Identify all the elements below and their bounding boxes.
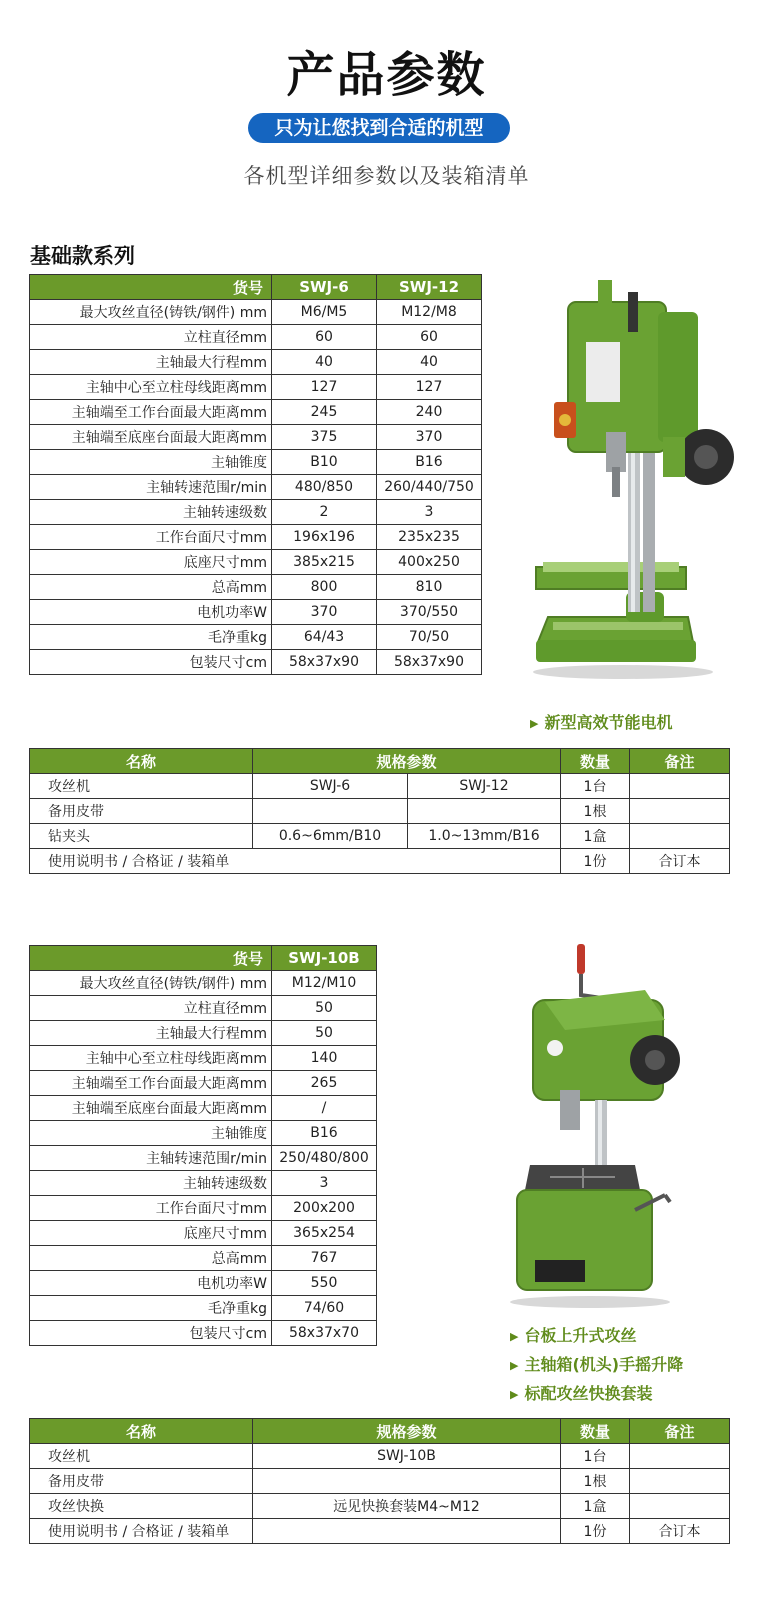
param-value-cell: 365x254 — [272, 1221, 377, 1246]
param-value-cell: 64/43 — [272, 625, 377, 650]
table-row — [30, 1296, 377, 1321]
packing-header-cell: 规格参数 — [253, 1419, 561, 1444]
param-value-cell: 70/50 — [377, 625, 482, 650]
table-row — [30, 1096, 377, 1121]
param-label-cell: 主轴转速范围r/min — [30, 475, 272, 500]
param-value-cell: 3 — [272, 1171, 377, 1196]
param-label-cell: 电机功率W — [30, 600, 272, 625]
param-value-cell: B16 — [272, 1121, 377, 1146]
feature-text: 台板上升式攻丝 — [524, 1326, 637, 1345]
tagline-badge: 只为让您找到合适的机型 — [248, 113, 510, 143]
remark-cell: 合订本 — [630, 849, 730, 874]
packing-table-10b — [29, 1418, 730, 1544]
param-label-cell: 主轴端至工作台面最大距离mm — [30, 400, 272, 425]
remark-cell: 合订本 — [630, 1519, 730, 1544]
feature-label: ▶ 台板上升式攻丝 — [510, 1326, 637, 1345]
table-row — [30, 350, 482, 375]
packing-header-cell: 数量 — [561, 749, 630, 774]
table-row — [30, 325, 482, 350]
param-value-cell: 40 — [377, 350, 482, 375]
param-label-cell: 包装尺寸cm — [30, 1321, 272, 1346]
spec-cell: 远见快换套装M4~M12 — [253, 1494, 561, 1519]
feature-label: ▶ 新型高效节能电机 — [530, 713, 673, 732]
param-label-cell: 底座尺寸mm — [30, 550, 272, 575]
model-header-cell: SWJ-12 — [377, 275, 482, 300]
table-row — [30, 1021, 377, 1046]
item-name-cell: 备用皮带 — [30, 799, 253, 824]
spec-cell: SWJ-12 — [408, 774, 561, 799]
param-label-cell: 主轴转速级数 — [30, 500, 272, 525]
item-name-cell: 攻丝快换 — [30, 1494, 253, 1519]
page-subtitle: 各机型详细参数以及装箱清单 — [243, 164, 530, 188]
spec-cell — [253, 1469, 561, 1494]
param-label-cell: 包装尺寸cm — [30, 650, 272, 675]
param-label-cell: 工作台面尺寸mm — [30, 1196, 272, 1221]
table-row — [30, 650, 482, 675]
param-label-cell: 立柱直径mm — [30, 325, 272, 350]
remark-cell — [630, 1469, 730, 1494]
table-row — [30, 550, 482, 575]
table-row — [30, 849, 730, 874]
spec-cell: SWJ-10B — [253, 1444, 561, 1469]
table-row — [30, 475, 482, 500]
param-label-cell: 主轴端至工作台面最大距离mm — [30, 1071, 272, 1096]
param-value-cell: 370 — [272, 600, 377, 625]
spec-table-header — [30, 275, 482, 300]
spec-table-basic — [29, 274, 482, 675]
param-label-cell: 最大攻丝直径(铸铁/钢件) mm — [30, 300, 272, 325]
param-value-cell: 60 — [272, 325, 377, 350]
packing-table-header — [30, 1419, 730, 1444]
packing-header-cell: 名称 — [30, 1419, 253, 1444]
spec-cell: 0.6~6mm/B10 — [253, 824, 408, 849]
param-value-cell: 385x215 — [272, 550, 377, 575]
table-row — [30, 1171, 377, 1196]
table-row — [30, 1271, 377, 1296]
param-value-cell: 375 — [272, 425, 377, 450]
header-label-cell: 货号 — [30, 946, 272, 971]
quantity-cell: 1根 — [561, 1469, 630, 1494]
packing-table-header — [30, 749, 730, 774]
param-value-cell: / — [272, 1096, 377, 1121]
param-label-cell: 总高mm — [30, 575, 272, 600]
param-value-cell: 127 — [272, 375, 377, 400]
table-row — [30, 1146, 377, 1171]
spec-cell — [253, 1519, 561, 1544]
param-value-cell: 200x200 — [272, 1196, 377, 1221]
tapping-machine-image-swj — [528, 272, 734, 682]
param-label-cell: 主轴锥度 — [30, 450, 272, 475]
spec-table-10b — [29, 945, 377, 1346]
param-label-cell: 主轴最大行程mm — [30, 350, 272, 375]
quantity-cell: 1盒 — [561, 824, 630, 849]
param-value-cell: 480/850 — [272, 475, 377, 500]
param-value-cell: 196x196 — [272, 525, 377, 550]
param-value-cell: B10 — [272, 450, 377, 475]
item-name-cell: 使用说明书 / 合格证 / 装箱单 — [30, 1519, 253, 1544]
param-value-cell: 235x235 — [377, 525, 482, 550]
param-label-cell: 主轴转速范围r/min — [30, 1146, 272, 1171]
tapping-machine-image-swj-10b — [505, 940, 685, 1310]
remark-cell — [630, 824, 730, 849]
param-value-cell: 550 — [272, 1271, 377, 1296]
spec-cell — [253, 799, 408, 824]
param-value-cell: 58x37x90 — [377, 650, 482, 675]
quantity-cell: 1份 — [561, 849, 630, 874]
table-row — [30, 375, 482, 400]
model-header-cell: SWJ-10B — [272, 946, 377, 971]
param-value-cell: M12/M8 — [377, 300, 482, 325]
param-value-cell: 127 — [377, 375, 482, 400]
param-value-cell: 370/550 — [377, 600, 482, 625]
param-value-cell: 240 — [377, 400, 482, 425]
param-value-cell: 2 — [272, 500, 377, 525]
item-name-cell: 备用皮带 — [30, 1469, 253, 1494]
feature-text: 主轴箱(机头)手摇升降 — [524, 1355, 684, 1374]
spec-table-header — [30, 946, 377, 971]
table-row — [30, 1519, 730, 1544]
table-row — [30, 1071, 377, 1096]
param-value-cell: M12/M10 — [272, 971, 377, 996]
param-value-cell: M6/M5 — [272, 300, 377, 325]
table-row — [30, 1321, 377, 1346]
feature-text: 标配攻丝快换套装 — [524, 1384, 653, 1403]
param-value-cell: 370 — [377, 425, 482, 450]
packing-header-cell: 名称 — [30, 749, 253, 774]
param-value-cell: 810 — [377, 575, 482, 600]
item-name-cell: 攻丝机 — [30, 1444, 253, 1469]
feature-text: 新型高效节能电机 — [544, 713, 673, 732]
param-label-cell: 主轴锥度 — [30, 1121, 272, 1146]
param-value-cell: 50 — [272, 996, 377, 1021]
packing-header-cell: 数量 — [561, 1419, 630, 1444]
table-row — [30, 625, 482, 650]
param-label-cell: 总高mm — [30, 1246, 272, 1271]
packing-table-basic — [29, 748, 730, 874]
table-row — [30, 996, 377, 1021]
table-row — [30, 799, 730, 824]
table-row — [30, 1121, 377, 1146]
param-value-cell: 40 — [272, 350, 377, 375]
page-title: 产品参数 — [286, 47, 487, 103]
table-row — [30, 500, 482, 525]
param-value-cell: 265 — [272, 1071, 377, 1096]
table-row — [30, 1494, 730, 1519]
param-label-cell: 主轴中心至立柱母线距离mm — [30, 375, 272, 400]
item-name-cell: 攻丝机 — [30, 774, 253, 799]
table-row — [30, 774, 730, 799]
param-value-cell: 140 — [272, 1046, 377, 1071]
model-header-cell: SWJ-6 — [272, 275, 377, 300]
spec-cell: SWJ-6 — [253, 774, 408, 799]
param-label-cell: 毛净重kg — [30, 1296, 272, 1321]
param-value-cell: 260/440/750 — [377, 475, 482, 500]
remark-cell — [630, 774, 730, 799]
item-name-cell: 钻夹头 — [30, 824, 253, 849]
table-row — [30, 575, 482, 600]
table-row — [30, 300, 482, 325]
table-row — [30, 600, 482, 625]
table-row — [30, 1221, 377, 1246]
param-value-cell: 250/480/800 — [272, 1146, 377, 1171]
param-label-cell: 主轴端至底座台面最大距离mm — [30, 425, 272, 450]
param-label-cell: 主轴中心至立柱母线距离mm — [30, 1046, 272, 1071]
quantity-cell: 1台 — [561, 774, 630, 799]
spec-cell — [408, 799, 561, 824]
param-value-cell: 74/60 — [272, 1296, 377, 1321]
spec-cell: 1.0~13mm/B16 — [408, 824, 561, 849]
param-value-cell: B16 — [377, 450, 482, 475]
table-row — [30, 971, 377, 996]
quantity-cell: 1份 — [561, 1519, 630, 1544]
quantity-cell: 1盒 — [561, 1494, 630, 1519]
quantity-cell: 1根 — [561, 799, 630, 824]
header-label-cell: 货号 — [30, 275, 272, 300]
param-value-cell: 50 — [272, 1021, 377, 1046]
table-row — [30, 1046, 377, 1071]
param-value-cell: 245 — [272, 400, 377, 425]
remark-cell — [630, 1444, 730, 1469]
table-row — [30, 1246, 377, 1271]
param-label-cell: 主轴端至底座台面最大距离mm — [30, 1096, 272, 1121]
table-row — [30, 1444, 730, 1469]
table-row — [30, 1469, 730, 1494]
param-label-cell: 主轴转速级数 — [30, 1171, 272, 1196]
feature-label: ▶ 主轴箱(机头)手摇升降 — [510, 1355, 684, 1374]
param-label-cell: 毛净重kg — [30, 625, 272, 650]
param-label-cell: 最大攻丝直径(铸铁/钢件) mm — [30, 971, 272, 996]
table-row — [30, 400, 482, 425]
series-title: 基础款系列 — [30, 244, 135, 268]
packing-header-cell: 规格参数 — [253, 749, 561, 774]
param-value-cell: 60 — [377, 325, 482, 350]
param-value-cell: 58x37x70 — [272, 1321, 377, 1346]
param-value-cell: 800 — [272, 575, 377, 600]
param-label-cell: 主轴最大行程mm — [30, 1021, 272, 1046]
quantity-cell: 1台 — [561, 1444, 630, 1469]
table-row — [30, 1196, 377, 1221]
table-row — [30, 824, 730, 849]
param-value-cell: 3 — [377, 500, 482, 525]
remark-cell — [630, 799, 730, 824]
param-value-cell: 58x37x90 — [272, 650, 377, 675]
param-value-cell: 767 — [272, 1246, 377, 1271]
table-row — [30, 425, 482, 450]
param-label-cell: 电机功率W — [30, 1271, 272, 1296]
packing-header-cell: 备注 — [630, 749, 730, 774]
table-row — [30, 450, 482, 475]
param-label-cell: 工作台面尺寸mm — [30, 525, 272, 550]
table-row — [30, 525, 482, 550]
param-label-cell: 立柱直径mm — [30, 996, 272, 1021]
feature-label: ▶ 标配攻丝快换套装 — [510, 1384, 653, 1403]
param-value-cell: 400x250 — [377, 550, 482, 575]
item-name-cell: 使用说明书 / 合格证 / 装箱单 — [30, 849, 561, 874]
param-label-cell: 底座尺寸mm — [30, 1221, 272, 1246]
packing-header-cell: 备注 — [630, 1419, 730, 1444]
remark-cell — [630, 1494, 730, 1519]
